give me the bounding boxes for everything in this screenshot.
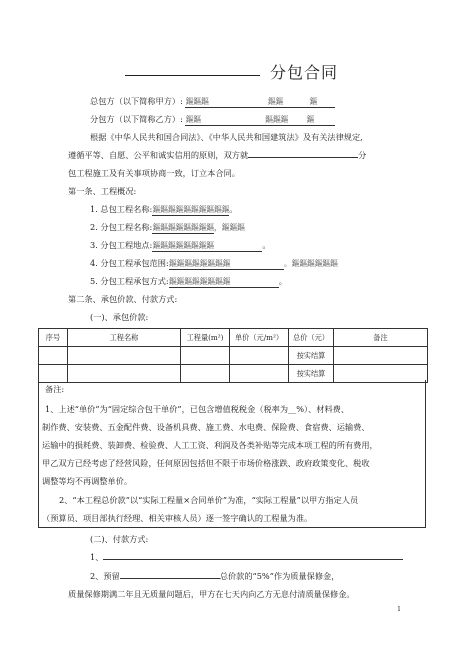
col-header: 工程名称	[68, 329, 181, 347]
notes-box	[38, 380, 426, 528]
intro-line-1: 根据《中华人民共和国合同法》、《中华人民共和国建筑法》及有关法律规定,	[90, 132, 363, 142]
section-1-heading: 第一条、工程概况:	[68, 186, 137, 196]
payment-1: 1、	[90, 552, 403, 563]
table-header-row	[39, 329, 428, 347]
col-header: 备注	[334, 329, 428, 347]
table-row	[39, 347, 428, 365]
item-4: 4. 分包工程承包范围:鏂鏂鏂鏂鏂鏂鏂鏂 。鏂鏂鏂鏂鏂鏂	[90, 258, 338, 268]
title-blank-line	[125, 75, 260, 76]
intro-line-2: 遵循平等、自愿、公平和诚实信用的原则，双方就 分	[68, 150, 367, 160]
party-b-value: 鏂鏂 鏂鏂鏂 鏂	[185, 114, 335, 126]
col-header: 总价（元）	[289, 329, 334, 347]
sub-heading-payment: (二)、付款方式:	[90, 534, 149, 544]
page-title: 分包合同	[270, 63, 339, 82]
price-table	[38, 328, 428, 383]
payment-2: 2、预留 总价款的“5%”作为质量保修金，	[90, 571, 340, 581]
party-b-label: 分包方（以下简称乙方）:	[90, 114, 183, 124]
note-text: 2、“本工程总价款”以“实际工程量×合同单价”为准，“实际工程量”以甲方指定人员	[59, 495, 359, 505]
item-3: 3. 分包工程地点:鏂鏂鏂鏂鏂鏂鏂鏂 。	[90, 240, 271, 250]
note-text: （预算员、项目部执行经理、相关审核人员）逐一签字确认的工程量为准。	[42, 513, 313, 523]
col-header: 单价（元/m²）	[230, 329, 289, 347]
item-1: 1. 总包工程名称:鏂鏂鏂鏂鏂鏂鏂鏂鏂鏂。	[90, 204, 238, 214]
notes-title: 备注:	[45, 384, 65, 394]
party-b-line	[90, 114, 335, 126]
sub-heading-price: (一)、承包价款:	[90, 312, 149, 322]
note-text: 调整等均不再调整单价。	[42, 476, 133, 486]
party-a-label: 总包方（以下简称甲方）:	[90, 96, 183, 106]
party-a-value: 鏂鏂鏂 鏂鏂 鏂	[185, 96, 335, 108]
note-text: 甲乙双方已经考虑了经营风险，任何原因包括但不限于市场价格涨跌、政府政策变化、税收	[42, 458, 370, 468]
note-text: 运输中的损耗费、装卸费、检验费、人工工资、利润及各类补贴等完成本项工程的所有费用，	[42, 440, 378, 450]
section-2-heading: 第二条、承包价款、付款方式:	[68, 294, 178, 304]
page-number: 1	[397, 606, 401, 613]
item-5: 5. 分包工程承包方式:鏂鏂鏂鏂鏂鏂鏂鏂 。	[90, 276, 287, 286]
total-cell: 按实结算	[289, 365, 334, 383]
party-a-line	[90, 96, 335, 108]
note-text: 制作费、安装费、五金配件费、设备机具费、施工费、水电费、保险费、食宿费、运输费、	[42, 422, 370, 432]
col-header: 工程量(m²)	[181, 329, 230, 347]
payment-3: 质量保修期满二年且无质量问题后，甲方在七天内向乙方无息付清质量保修金。	[68, 589, 355, 599]
item-2: 2. 分包工程名称:鏂鏂鏂鏂鏂鏂鏂鏂，鏂鏂鏂	[90, 222, 245, 232]
total-cell: 按实结算	[289, 347, 334, 365]
col-header: 序号	[39, 329, 68, 347]
note-text: 1、上述“单价”为“固定综合包干单价”，已包含增值税税金（税率为__%）、材料费、	[45, 404, 350, 414]
intro-line-3: 包工程施工及有关事项协商一致，订立本合同。	[68, 168, 240, 178]
